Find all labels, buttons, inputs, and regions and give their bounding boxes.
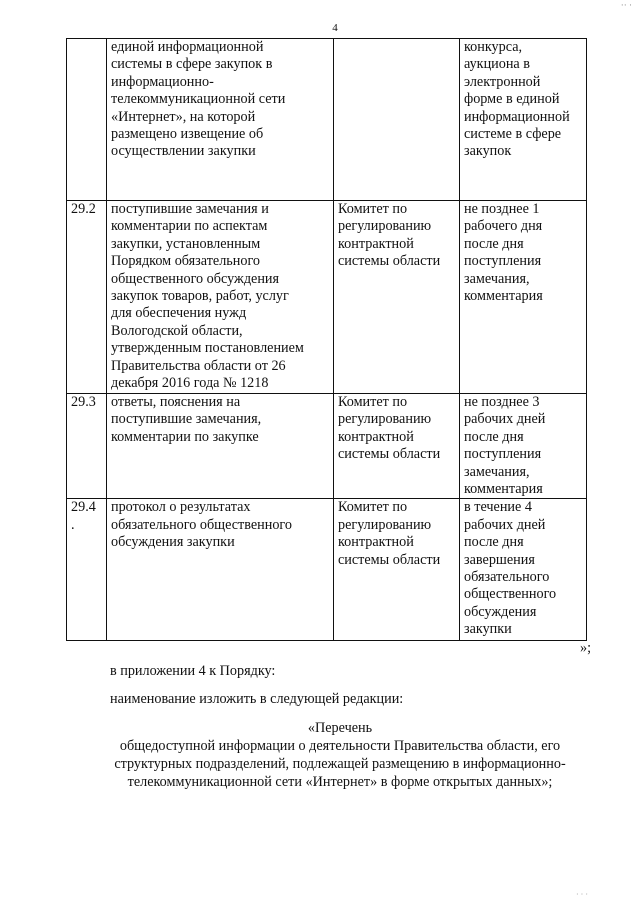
row-number-cell bbox=[67, 499, 107, 641]
information-table bbox=[66, 38, 587, 641]
deadline-text: в течение 4 рабочих дней после дня завершения обязательного общественного обсуждения закупки bbox=[464, 499, 557, 638]
deadline-cell bbox=[460, 499, 587, 641]
info-text: единой информационной системы в сфере закупок в информационно- телекоммуникационной сети «Интернет», на которой размещено извещение об осуществлении закупки bbox=[111, 39, 286, 160]
responsible-text: Комитет по регулированию контрактной системы области bbox=[338, 394, 441, 463]
paragraph-appendix: в приложении 4 к Порядку: bbox=[110, 663, 276, 679]
deadline-cell bbox=[460, 201, 587, 394]
title-line: общедоступной информации о деятельности Правительства области, его bbox=[119, 738, 561, 754]
page-number: 4 bbox=[332, 22, 338, 34]
info-cell bbox=[107, 499, 334, 641]
row-number-cell bbox=[67, 39, 107, 201]
title-line: телекоммуникационной сети «Интернет» в форме открытых данных»; bbox=[127, 774, 553, 790]
table-row bbox=[67, 394, 587, 499]
list-title-block bbox=[60, 719, 620, 791]
deadline-cell bbox=[460, 39, 587, 201]
title-line: «Перечень bbox=[307, 720, 373, 736]
info-text: протокол о результатах обязательного общественного обсуждения закупки bbox=[111, 499, 292, 551]
deadline-text: конкурса, аукциона в электронной форме в единой информационной системе в сфере закупок bbox=[464, 39, 570, 160]
table-row bbox=[67, 499, 587, 641]
deadline-cell bbox=[460, 394, 587, 499]
info-cell bbox=[107, 39, 334, 201]
info-text: ответы, пояснения на поступившие замечания, комментарии по закупке bbox=[111, 394, 262, 445]
table-row bbox=[67, 39, 587, 201]
closing-quote: »; bbox=[580, 640, 592, 656]
info-cell bbox=[107, 201, 334, 394]
responsible-text: Комитет по регулированию контрактной системы области bbox=[338, 201, 441, 270]
title-line: структурных подразделений, подлежащей размещению в информационно- bbox=[114, 756, 566, 772]
row-number-cell bbox=[67, 394, 107, 499]
row-number-cell bbox=[67, 201, 107, 394]
responsible-cell bbox=[334, 201, 460, 394]
row-number: 29.4 . bbox=[71, 499, 96, 533]
bottom-mark: · · · bbox=[576, 890, 588, 899]
responsible-cell bbox=[334, 499, 460, 641]
row-number: 29.3 bbox=[71, 394, 96, 410]
responsible-text: Комитет по регулированию контрактной системы области bbox=[338, 499, 441, 568]
table-row bbox=[67, 201, 587, 394]
info-cell bbox=[107, 394, 334, 499]
deadline-text: не позднее 3 рабочих дней после дня поступления замечания, комментария bbox=[464, 394, 546, 498]
responsible-cell bbox=[334, 39, 460, 201]
paragraph-instruction: наименование изложить в следующей редакции: bbox=[110, 691, 404, 707]
responsible-cell bbox=[334, 394, 460, 499]
row-number: 29.2 bbox=[71, 201, 96, 217]
info-text: поступившие замечания и комментарии по аспектам закупки, установленным Порядком обязательного общественного обсуждения закупок товаров, работ, услуг для обеспечения нужд Вологодской области, утвержденным постановлением Правительства области от 26 декабря 2016 года № 1218 bbox=[111, 201, 304, 392]
corner-mark: ·· · bbox=[620, 0, 632, 10]
deadline-text: не позднее 1 рабочего дня после дня поступления замечания, комментария bbox=[464, 201, 543, 305]
